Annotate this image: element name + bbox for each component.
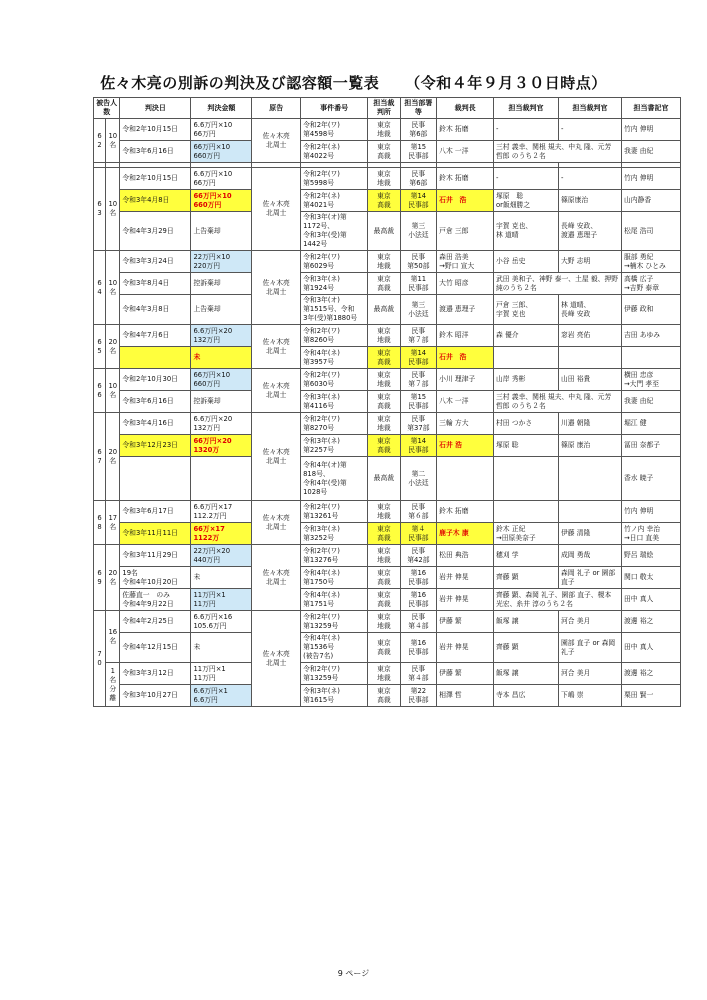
table-row [94, 347, 681, 369]
cell-division: 第16 民事部 [400, 633, 437, 663]
cell-division: 民事 第７部 [400, 369, 437, 391]
cell-division: 民事 第6部 [400, 168, 437, 190]
table-row [94, 212, 681, 251]
cell-division: 第16 民事部 [400, 567, 437, 589]
defendant-count: 16名 [106, 611, 120, 663]
defendant-count: 10名 [106, 119, 120, 163]
cell-presiding: 鈴木 拓磨 [437, 119, 494, 141]
cell-division: 民事 第50部 [400, 251, 437, 273]
cell-division: 民事 第37部 [400, 413, 437, 435]
cell-division: 民事 第42部 [400, 545, 437, 567]
cell-judge-1: 齊藤 顕 [494, 633, 559, 663]
cell-case-no: 令和4年(ネ) 第1750号 [301, 567, 368, 589]
cell-clerk: 吉田 あゆみ [621, 325, 680, 347]
cell-amount: 控訴棄却 [191, 391, 252, 413]
cell-clerk: 高橋 広子 →吉野 泰章 [621, 273, 680, 295]
cell-court: 東京 高裁 [368, 141, 400, 163]
cell-judge-2: 篠原 康治 [559, 435, 622, 457]
table-row [94, 457, 681, 501]
cell-judge-1: - [494, 119, 559, 141]
cell-amount: 66万円×10 660万円 [191, 141, 252, 163]
cell-presiding: 石井 浩 [437, 190, 494, 212]
cell-judge-1 [494, 347, 559, 369]
group-number: 64 [94, 251, 106, 325]
cell-judge-1: 森 優介 [494, 325, 559, 347]
cell-case-no: 令和2年(ワ) 第13261号 [301, 501, 368, 523]
cell-date: 令和4年3月29日 [120, 212, 191, 251]
cell-date: 令和3年6月17日 [120, 501, 191, 523]
group-number: 65 [94, 325, 106, 369]
cell-clerk: 伊藤 政和 [621, 295, 680, 325]
cell-amount: 6.6万円×10 66万円 [191, 119, 252, 141]
cell-amount: 未 [191, 347, 252, 369]
cell-judge-1: - [494, 168, 559, 190]
cell-presiding: 大竹 昭彦 [437, 273, 494, 295]
table-row [94, 611, 681, 633]
cell-amount: 6.6万円×17 112.2万円 [191, 501, 252, 523]
cell-case-no: 令和4年(ネ) 第3957号 [301, 347, 368, 369]
cell-judge-2: 下嶋 崇 [559, 685, 622, 707]
cell-presiding: 鈴木 拓磨 [437, 501, 494, 523]
cell-judge-2 [559, 347, 622, 369]
cell-amount: 未 [191, 633, 252, 663]
cell-judge-1: 宇賀 克也、 林 道晴 [494, 212, 559, 251]
cell-judge-1: 塚原 聡 [494, 435, 559, 457]
cell-date: 令和3年3月12日 [120, 663, 191, 685]
header-date: 判決日 [120, 98, 191, 119]
cell-clerk: 竹ノ内 幸治 →日口 直美 [621, 523, 680, 545]
cell-judge-2 [559, 501, 622, 523]
cell-presiding: 岩井 伸晃 [437, 633, 494, 663]
table-row [94, 391, 681, 413]
cell-date: 令和3年12月23日 [120, 435, 191, 457]
header-division: 担当部署等 [400, 98, 437, 119]
cell-division: 第三 小法廷 [400, 295, 437, 325]
cell-presiding: 小川 理津子 [437, 369, 494, 391]
cell-judge-1: 村田 つかさ [494, 413, 559, 435]
cell-date: 佐藤直一 のみ 令和4年9月22日 [120, 589, 191, 611]
defendant-count: 10名 [106, 168, 120, 251]
table-row [94, 633, 681, 663]
defendant-count-separated: 1名分離 [106, 663, 120, 707]
cell-case-no: 令和2年(ワ) 第13259号 [301, 611, 368, 633]
cell-amount: 未 [191, 567, 252, 589]
cell-case-no: 令和3年(ネ) 第3252号 [301, 523, 368, 545]
cell-court: 東京 高裁 [368, 685, 400, 707]
cell-case-no: 令和2年(ネ) 第4022号 [301, 141, 368, 163]
table-row [94, 295, 681, 325]
cell-clerk: 松尾 浩司 [621, 212, 680, 251]
cell-case-no: 令和2年(ワ) 第5998号 [301, 168, 368, 190]
defendant-count: 10名 [106, 369, 120, 413]
cell-judge-1: 三村 義幸、関根 規夫、中丸 隆、元芳 哲郎 のうち２名 [494, 391, 622, 413]
cell-date: 令和3年6月16日 [120, 141, 191, 163]
cell-plaintiff: 佐々木亮 北周士 [252, 251, 301, 325]
cell-plaintiff: 佐々木亮 北周士 [252, 413, 301, 501]
cell-amount: 66万×17 1122万 [191, 523, 252, 545]
cell-judge-2: 園部 直子 or 森岡 礼子 [559, 633, 622, 663]
cell-amount: 控訴棄却 [191, 273, 252, 295]
cell-presiding: 松田 典浩 [437, 545, 494, 567]
cell-amount: 6.6万円×20 132万円 [191, 325, 252, 347]
judgment-table [93, 97, 681, 707]
cell-case-no: 令和2年(ワ) 第4598号 [301, 119, 368, 141]
table-row [94, 545, 681, 567]
cell-presiding: 岩井 伸晃 [437, 567, 494, 589]
cell-presiding [437, 457, 494, 501]
table-row [94, 435, 681, 457]
cell-amount: 上告棄却 [191, 212, 252, 251]
table-row [94, 567, 681, 589]
table-row [94, 251, 681, 273]
cell-judge-2: - [559, 119, 622, 141]
cell-division: 第三 小法廷 [400, 212, 437, 251]
title-date: （令和４年９月３０日時点） [405, 74, 607, 92]
cell-date: 令和3年10月27日 [120, 685, 191, 707]
cell-court: 東京 地裁 [368, 251, 400, 273]
cell-judge-2: 伊藤 清隆 [559, 523, 622, 545]
cell-amount: 6.6万円×10 66万円 [191, 168, 252, 190]
cell-court: 東京 地裁 [368, 413, 400, 435]
cell-date: 令和4年7月6日 [120, 325, 191, 347]
cell-judge-1 [494, 501, 559, 523]
cell-clerk: 香水 暁子 [621, 457, 680, 501]
group-number: 68 [94, 501, 106, 545]
cell-division: 第４ 民事部 [400, 523, 437, 545]
cell-plaintiff: 佐々木亮 北周士 [252, 369, 301, 413]
cell-clerk: 渡邊 裕之 [621, 663, 680, 685]
table-row [94, 325, 681, 347]
cell-presiding: 石井 浩 [437, 347, 494, 369]
cell-clerk: 山内静香 [621, 190, 680, 212]
cell-date: 令和3年4月16日 [120, 413, 191, 435]
cell-court: 東京 高裁 [368, 567, 400, 589]
header-case-no: 事件番号 [301, 98, 368, 119]
cell-judge-2: 川邉 朝隆 [559, 413, 622, 435]
cell-judge-2: 林 道晴、 長峰 安政 [559, 295, 622, 325]
cell-date: 令和3年4月8日 [120, 190, 191, 212]
cell-judge-1: 塚原 聡 or飯畑勝之 [494, 190, 559, 212]
cell-date: 令和2年10月15日 [120, 119, 191, 141]
cell-judge-2: 大野 志明 [559, 251, 622, 273]
cell-court: 東京 高裁 [368, 273, 400, 295]
cell-court: 東京 地裁 [368, 168, 400, 190]
cell-division: 第14 民事部 [400, 347, 437, 369]
cell-judge-1: 戸倉 三郎、 宇賀 克也 [494, 295, 559, 325]
cell-presiding: 相澤 哲 [437, 685, 494, 707]
cell-court: 最高裁 [368, 457, 400, 501]
cell-date: 令和3年6月16日 [120, 391, 191, 413]
cell-presiding: 伊藤 繁 [437, 663, 494, 685]
cell-court: 東京 高裁 [368, 523, 400, 545]
group-number: 62 [94, 119, 106, 163]
group-number: 63 [94, 168, 106, 251]
cell-case-no: 令和3年(ネ) 第2257号 [301, 435, 368, 457]
cell-date: 令和4年2月25日 [120, 611, 191, 633]
defendant-count: 20名 [106, 413, 120, 501]
cell-case-no: 令和4年(オ)第 818号、 令和4年(受)第 1028号 [301, 457, 368, 501]
cell-amount: 6.6万円×20 132万円 [191, 413, 252, 435]
table-row [94, 141, 681, 163]
header-judge-2: 担当裁判官 [559, 98, 622, 119]
cell-presiding: 三輪 方大 [437, 413, 494, 435]
cell-plaintiff: 佐々木亮 北周士 [252, 168, 301, 251]
header-plaintiff: 原告 [252, 98, 301, 119]
cell-plaintiff: 佐々木亮 北周士 [252, 119, 301, 163]
cell-judge-2: 河合 美月 [559, 663, 622, 685]
cell-case-no: 令和2年(ワ) 第13276号 [301, 545, 368, 567]
cell-case-no: 令和2年(ワ) 第13259号 [301, 663, 368, 685]
cell-judge-1: 穂刈 学 [494, 545, 559, 567]
cell-court: 東京 高裁 [368, 589, 400, 611]
cell-court: 東京 高裁 [368, 190, 400, 212]
cell-presiding: 石井 浩 [437, 435, 494, 457]
header-court: 担当裁判所 [368, 98, 400, 119]
cell-clerk: 野呂 瑞絵 [621, 545, 680, 567]
cell-date: 令和2年10月15日 [120, 168, 191, 190]
cell-clerk: 堀江 健 [621, 413, 680, 435]
cell-court: 最高裁 [368, 295, 400, 325]
cell-clerk: 竹内 伸明 [621, 501, 680, 523]
cell-court: 東京 高裁 [368, 435, 400, 457]
cell-court: 東京 地裁 [368, 611, 400, 633]
cell-judge-2: 山田 裕貴 [559, 369, 622, 391]
cell-plaintiff: 佐々木亮 北周士 [252, 545, 301, 611]
cell-case-no: 令和3年(ネ) 第1924号 [301, 273, 368, 295]
page-number: 9 ページ [337, 969, 370, 978]
table-row [94, 168, 681, 190]
table-row [94, 685, 681, 707]
cell-date: 令和3年8月4日 [120, 273, 191, 295]
cell-judge-1: 鈴木 正紀 →田原美奈子 [494, 523, 559, 545]
header-defendants: 被告人数 [94, 98, 120, 119]
cell-division: 民事 第6部 [400, 119, 437, 141]
cell-presiding: 渡邉 恵理子 [437, 295, 494, 325]
cell-amount: 22万円×10 220万円 [191, 251, 252, 273]
table-row [94, 369, 681, 391]
cell-clerk [621, 347, 680, 369]
cell-case-no: 令和3年(ネ) 第4116号 [301, 391, 368, 413]
group-number: 70 [94, 611, 106, 707]
cell-division: 第14 民事部 [400, 435, 437, 457]
cell-judge-1: 飯塚 譲 [494, 611, 559, 633]
header-presiding: 裁判長 [437, 98, 494, 119]
table-row [94, 413, 681, 435]
cell-clerk: 栗田 賢一 [621, 685, 680, 707]
cell-judge-2 [559, 457, 622, 501]
defendant-count: 20名 [106, 325, 120, 369]
header-amount: 判決金額 [191, 98, 252, 119]
cell-case-no: 令和2年(ワ) 第8270号 [301, 413, 368, 435]
cell-court: 最高裁 [368, 212, 400, 251]
cell-clerk: 竹内 伸明 [621, 119, 680, 141]
cell-judge-2: 成岡 勇哉 [559, 545, 622, 567]
cell-division: 民事 第４部 [400, 611, 437, 633]
cell-clerk: 竹内 伸明 [621, 168, 680, 190]
cell-case-no: 令和3年(オ)第 1172号、 令和3年(受)第 1442号 [301, 212, 368, 251]
cell-clerk: 関口 敬太 [621, 567, 680, 589]
cell-amount: 上告棄却 [191, 295, 252, 325]
cell-court: 東京 地裁 [368, 325, 400, 347]
cell-plaintiff: 佐々木亮 北周士 [252, 501, 301, 545]
cell-clerk: 田中 真人 [621, 589, 680, 611]
cell-division: 民事 第６部 [400, 501, 437, 523]
cell-division: 第15 民事部 [400, 391, 437, 413]
cell-division: 民事 第４部 [400, 663, 437, 685]
cell-division: 第11 民事部 [400, 273, 437, 295]
cell-judge-1: 小谷 岳史 [494, 251, 559, 273]
cell-court: 東京 高裁 [368, 633, 400, 663]
cell-division: 第15 民事部 [400, 141, 437, 163]
cell-judge-1: 武田 美和子、神野 泰一、土屋 毅、押野 純のうち２名 [494, 273, 622, 295]
cell-presiding: 森田 浩美 →野口 宣大 [437, 251, 494, 273]
cell-clerk: 我妻 由紀 [621, 141, 680, 163]
defendant-count: 20名 [106, 545, 120, 611]
cell-date [120, 457, 191, 501]
table-row [94, 589, 681, 611]
cell-judge-1: 齊藤 顕 [494, 567, 559, 589]
cell-presiding: 鹿子木 康 [437, 523, 494, 545]
header-judge-1: 担当裁判官 [494, 98, 559, 119]
cell-presiding: 鈴木 拓磨 [437, 168, 494, 190]
cell-judge-1: 三村 義幸、関根 規夫、中丸 隆、元芳 哲郎 のうち２名 [494, 141, 622, 163]
page-title [0, 72, 707, 93]
cell-division: 第14 民事部 [400, 190, 437, 212]
header-clerk: 担当書記官 [621, 98, 680, 119]
cell-judge-2: 篠原康治 [559, 190, 622, 212]
cell-court: 東京 高裁 [368, 347, 400, 369]
cell-presiding: 八木 一洋 [437, 141, 494, 163]
cell-clerk: 横田 忠彦 →大門 孝至 [621, 369, 680, 391]
title-text: 佐々木亮の別訴の判決及び認容額一覧表 [100, 74, 380, 92]
cell-division: 第22 民事部 [400, 685, 437, 707]
defendant-count: 10名 [106, 251, 120, 325]
cell-judge-1: 山岸 秀彬 [494, 369, 559, 391]
cell-judge-1: 飯塚 譲 [494, 663, 559, 685]
table-row [94, 501, 681, 523]
cell-court: 東京 地裁 [368, 119, 400, 141]
table-row [94, 273, 681, 295]
cell-case-no: 令和3年(ネ) 第1615号 [301, 685, 368, 707]
group-number: 69 [94, 545, 106, 611]
cell-amount: 66万円×10 660万円 [191, 190, 252, 212]
cell-court: 東京 地裁 [368, 663, 400, 685]
cell-case-no: 令和4年(ネ) 第1536号 (被告7名) [301, 633, 368, 663]
cell-date: 令和4年12月15日 [120, 633, 191, 663]
cell-amount: 11万円×1 11万円 [191, 663, 252, 685]
cell-amount: 11万円×1 11万円 [191, 589, 252, 611]
cell-amount: 66万円×10 660万円 [191, 369, 252, 391]
cell-division: 第16 民事部 [400, 589, 437, 611]
cell-date: 令和3年3月24日 [120, 251, 191, 273]
cell-court: 東京 地裁 [368, 545, 400, 567]
cell-date: 令和3年11月29日 [120, 545, 191, 567]
cell-clerk: 冨田 奈都子 [621, 435, 680, 457]
cell-judge-1 [494, 457, 559, 501]
cell-judge-2: 河合 美月 [559, 611, 622, 633]
cell-court: 東京 地裁 [368, 369, 400, 391]
cell-judge-1: 寺本 昌広 [494, 685, 559, 707]
cell-amount: 6.6万円×16 105.6万円 [191, 611, 252, 633]
cell-court: 東京 高裁 [368, 391, 400, 413]
cell-presiding: 八木 一洋 [437, 391, 494, 413]
cell-case-no: 令和3年(オ) 第1515号、令和 3年(受)第1880号 [301, 295, 368, 325]
table-row [94, 190, 681, 212]
cell-division: 第二 小法廷 [400, 457, 437, 501]
cell-judge-1: 齊藤 顕、森岡 礼子、園部 直子、榎本 光宏、糸井 淳のうち２名 [494, 589, 622, 611]
table-row [94, 523, 681, 545]
cell-clerk: 渡邊 裕之 [621, 611, 680, 633]
cell-date: 19名 令和4年10月20日 [120, 567, 191, 589]
cell-judge-2: 長峰 安政、 渡邉 恵理子 [559, 212, 622, 251]
cell-case-no: 令和2年(ネ) 第4021号 [301, 190, 368, 212]
table-row [94, 119, 681, 141]
cell-clerk: 我妻 由紀 [621, 391, 680, 413]
header-row [94, 98, 681, 119]
cell-court: 東京 地裁 [368, 501, 400, 523]
table-row [94, 663, 681, 685]
cell-case-no: 令和2年(ワ) 第6029号 [301, 251, 368, 273]
cell-judge-2: - [559, 168, 622, 190]
cell-amount: 66万円×20 1320万 [191, 435, 252, 457]
cell-presiding: 鈴木 昭洋 [437, 325, 494, 347]
cell-date [120, 347, 191, 369]
cell-judge-2: 森岡 礼子 or 園部 直子 [559, 567, 622, 589]
cell-plaintiff: 佐々木亮 北周士 [252, 611, 301, 707]
cell-case-no: 令和2年(ワ) 第6030号 [301, 369, 368, 391]
cell-presiding: 岩井 伸晃 [437, 589, 494, 611]
cell-presiding: 伊藤 繁 [437, 611, 494, 633]
cell-plaintiff: 佐々木亮 北周士 [252, 325, 301, 369]
cell-clerk: 服部 勇紀 →楠木 ひとみ [621, 251, 680, 273]
cell-date: 令和3年11月11日 [120, 523, 191, 545]
cell-division: 民事 第７部 [400, 325, 437, 347]
cell-date: 令和4年3月8日 [120, 295, 191, 325]
cell-presiding: 戸倉 三郎 [437, 212, 494, 251]
cell-amount [191, 457, 252, 501]
cell-date: 令和2年10月30日 [120, 369, 191, 391]
cell-clerk: 田中 真人 [621, 633, 680, 663]
group-number: 67 [94, 413, 106, 501]
group-number: 66 [94, 369, 106, 413]
cell-amount: 6.6万円×1 6.6万円 [191, 685, 252, 707]
cell-case-no: 令和4年(ネ) 第1751号 [301, 589, 368, 611]
cell-judge-2: 窓岩 亮佑 [559, 325, 622, 347]
defendant-count: 17名 [106, 501, 120, 545]
cell-amount: 22万円×20 440万円 [191, 545, 252, 567]
cell-case-no: 令和2年(ワ) 第8260号 [301, 325, 368, 347]
